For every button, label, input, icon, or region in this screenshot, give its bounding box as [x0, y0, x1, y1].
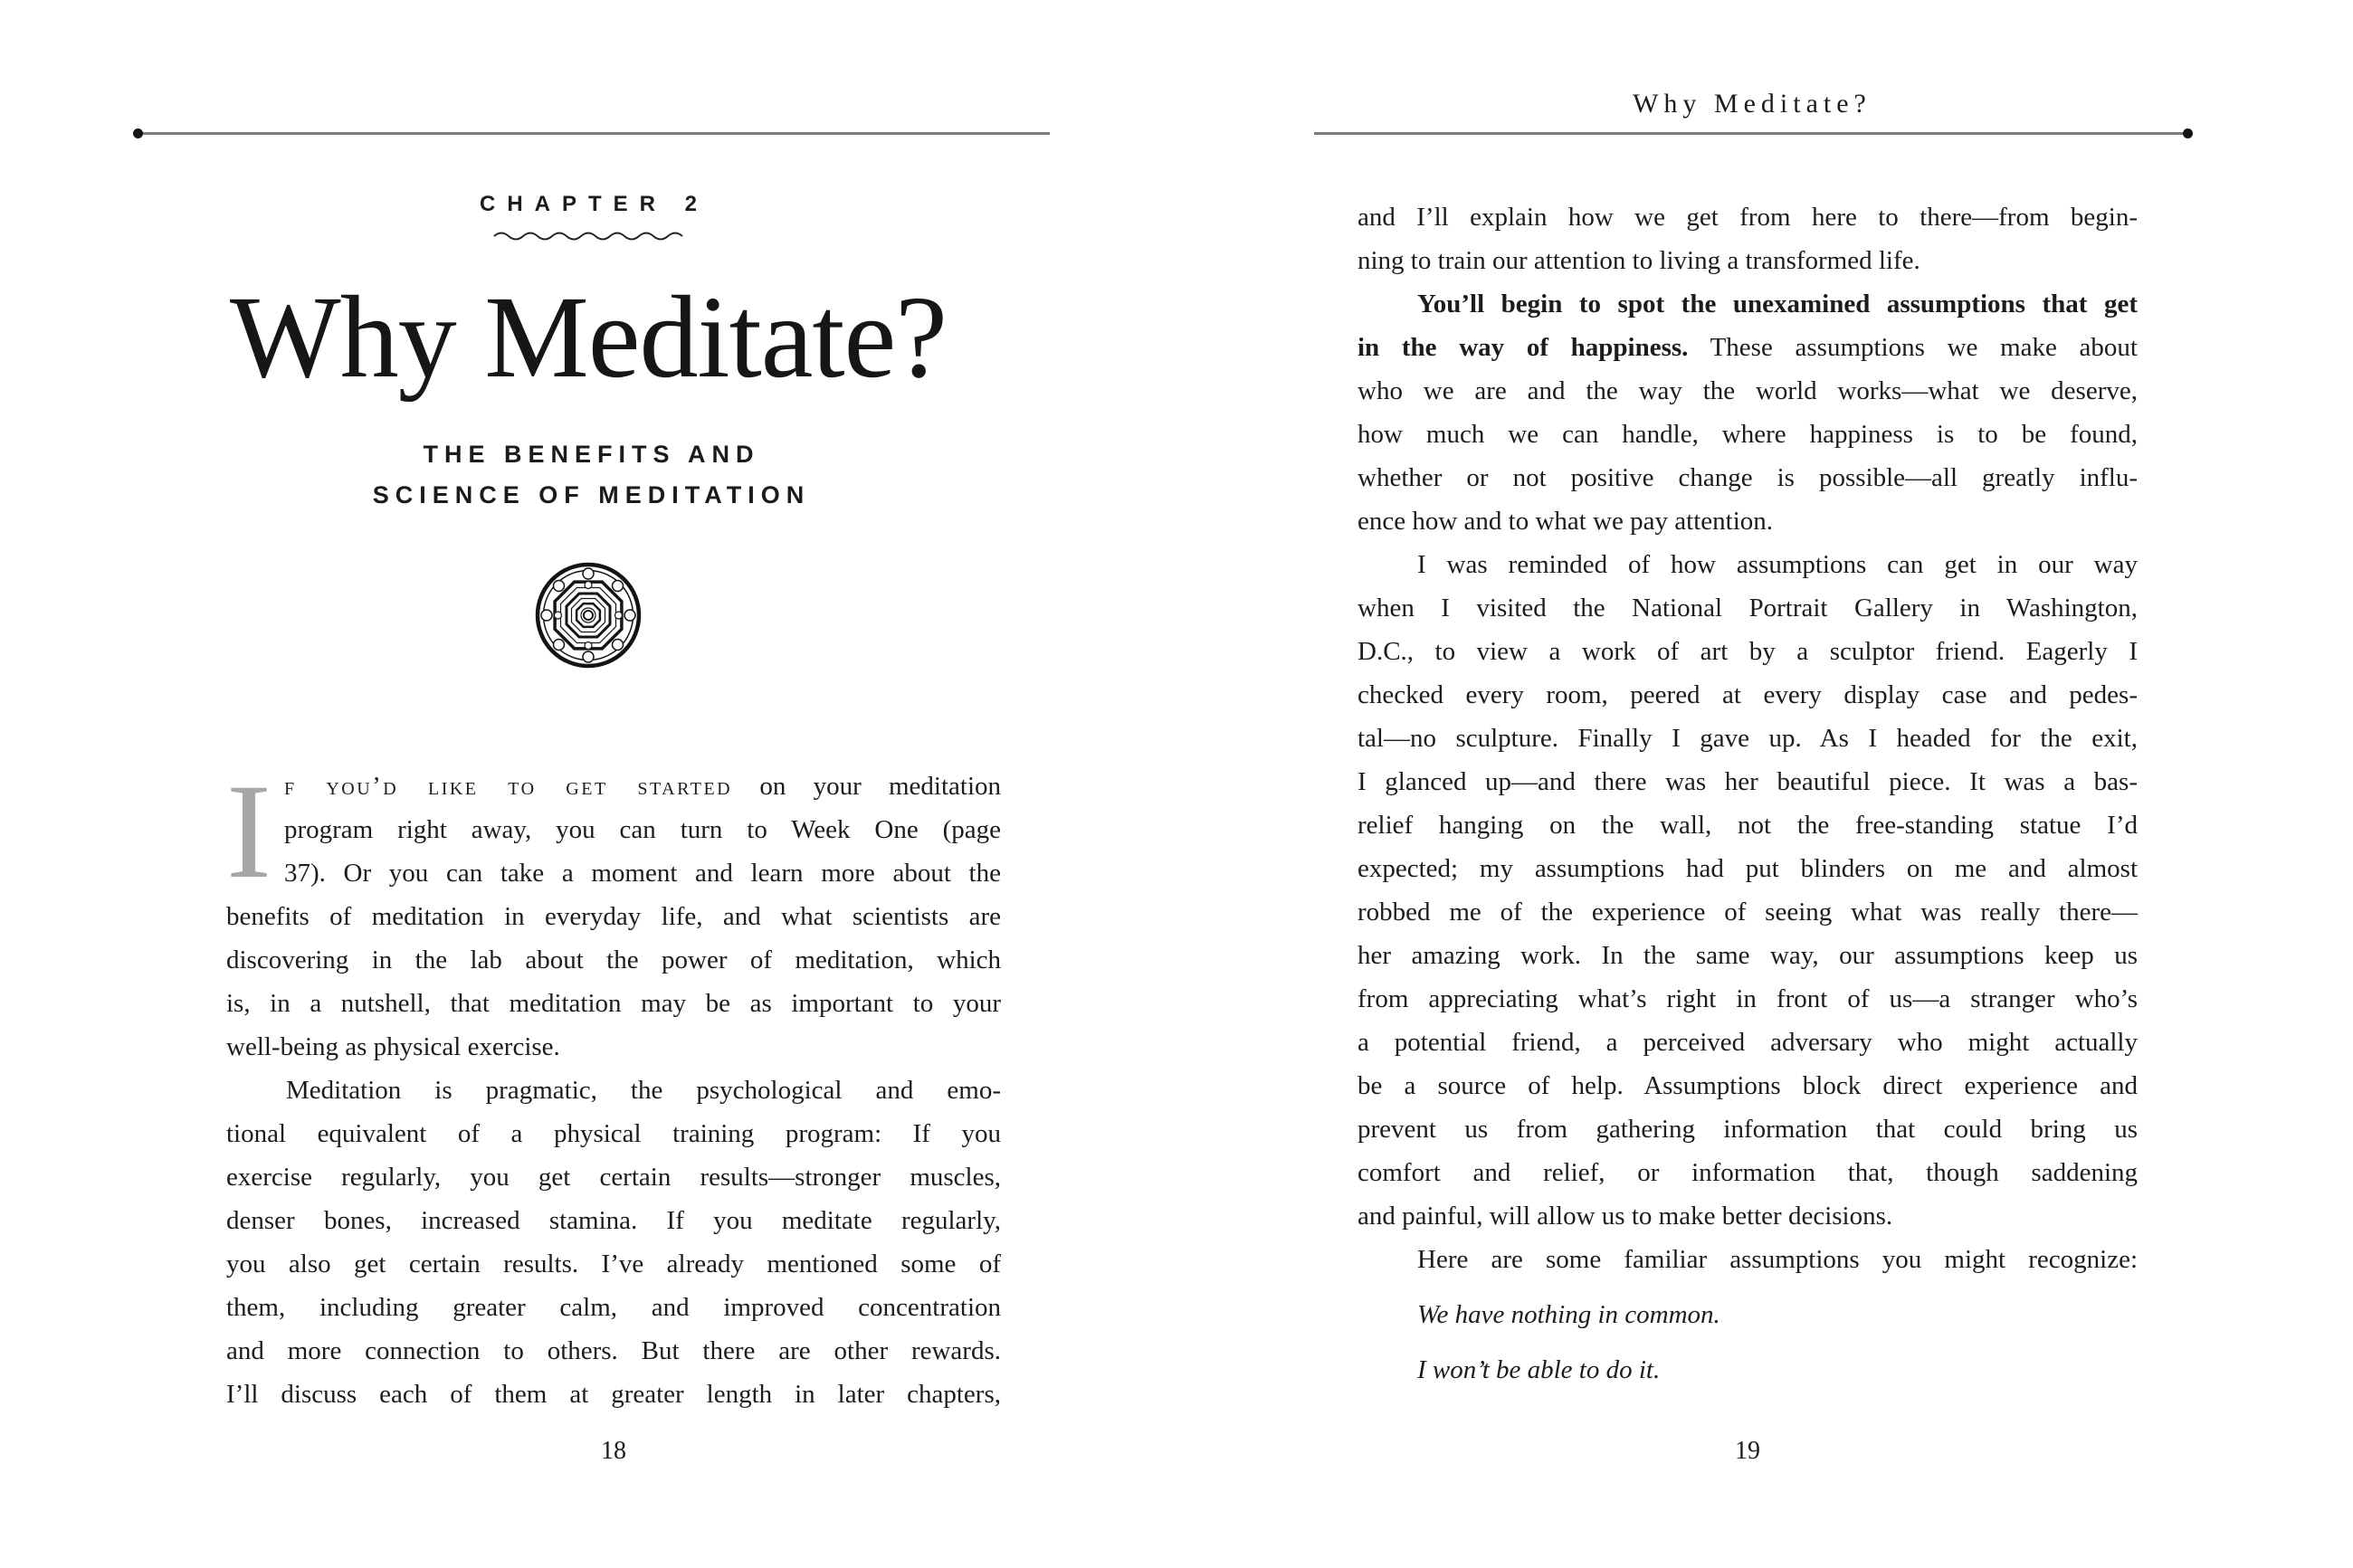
- chapter-subtitle: [0, 434, 1176, 516]
- text-line: tional equivalent of a physical training program: If you: [226, 1119, 1001, 1148]
- text-line: discovering in the lab about the power of meditation, which: [226, 946, 1001, 974]
- text-line: you also get certain results. I’ve already mentioned some of: [226, 1250, 1001, 1278]
- text-run: These assumptions we make about: [1688, 333, 2138, 362]
- right-page-body: [1358, 195, 2138, 1392]
- text-line: who we are and the way the world works—what we deserve,: [1358, 376, 2138, 405]
- rule-end-dot: [2183, 128, 2193, 138]
- text-line: tal—no sculpture. Finally I gave up. As I headed for the exit,: [1358, 724, 2138, 753]
- text-line: benefits of meditation in everyday life, and what scientists are: [226, 902, 1001, 931]
- text-line: ence how and to what we pay attention.: [1358, 507, 1774, 536]
- small-caps-run: f you’d like to get started: [283, 772, 733, 801]
- text-run: on your meditation: [732, 772, 1002, 801]
- text-line: denser bones, increased stamina. If you meditate regularly,: [226, 1206, 1001, 1235]
- text-line: Here are some familiar assumptions you might recognize:: [1417, 1245, 2138, 1274]
- text-line: how much we can handle, where happiness is to be found,: [1358, 420, 2138, 449]
- left-page-rule: [136, 132, 1050, 135]
- text-line: ning to train our attention to living a transformed life.: [1358, 246, 1920, 275]
- text-line: You’ll begin to spot the unexamined assumptions that get: [1417, 290, 2138, 318]
- squiggle-divider-icon: [492, 228, 684, 247]
- chapter-label: CHAPTER 2: [479, 192, 710, 216]
- text-line: a potential friend, a perceived adversary who might actually: [1358, 1028, 2138, 1057]
- text-line: and painful, will allow us to make better decisions.: [1358, 1202, 1893, 1231]
- page-number: 19: [1735, 1437, 1760, 1465]
- text-line: relief hanging on the wall, not the free-standing statue I’d: [1358, 811, 2138, 840]
- text-line: them, including greater calm, and improved concentration: [226, 1293, 1001, 1322]
- text-line: well-being as physical exercise.: [226, 1032, 560, 1061]
- text-line: be a source of help. Assumptions block direct experience and: [1358, 1071, 2138, 1100]
- text-line: comfort and relief, or information that, though saddening: [1358, 1158, 2138, 1187]
- text-line: program right away, you can turn to Week One (page: [283, 815, 1001, 844]
- text-line: prevent us from gathering information that could bring us: [1358, 1115, 2138, 1144]
- assumption-item: We have nothing in common.: [1417, 1300, 1720, 1329]
- left-page: [0, 0, 1176, 1568]
- text-line: and I’ll explain how we get from here to there—from begin-: [1358, 203, 2138, 232]
- text-line: D.C., to view a work of art by a sculptor friend. Eagerly I: [1358, 637, 2138, 666]
- right-page: [1176, 0, 2353, 1568]
- running-head: Why Meditate?: [1633, 89, 1872, 119]
- text-line: expected; my assumptions had put blinders on me and almost: [1358, 854, 2138, 883]
- text-line: and more connection to others. But there are other rewards.: [226, 1336, 1001, 1365]
- text-line: exercise regularly, you get certain results—stronger muscles,: [226, 1163, 1001, 1192]
- text-line: from appreciating what’s right in front of us—a stranger who’s: [1358, 984, 2138, 1013]
- left-page-body: [226, 756, 1002, 1416]
- text-line: I’ll discuss each of them at greater length in later chapters,: [226, 1380, 1001, 1409]
- text-line: her amazing work. In the same way, our assumptions keep us: [1358, 941, 2138, 970]
- bold-run: in the way of happiness.: [1358, 333, 1689, 362]
- chapter-title: Why Meditate?: [230, 272, 947, 403]
- chapter-ornament-medallion-icon: [532, 559, 644, 671]
- right-page-rule: [1314, 132, 2190, 135]
- text-line: when I visited the National Portrait Gallery in Washington,: [1358, 594, 2138, 622]
- rule-end-dot: [133, 128, 143, 138]
- text-line: whether or not positive change is possible—all greatly influ-: [1358, 463, 2138, 492]
- text-line: I was reminded of how assumptions can get in our way: [1417, 550, 2138, 579]
- text-line: 37). Or you can take a moment and learn more about the: [283, 859, 1001, 888]
- text-line: Meditation is pragmatic, the psychological and emo-: [286, 1076, 1001, 1105]
- assumption-item: I won’t be able to do it.: [1417, 1355, 1661, 1384]
- drop-cap: I: [226, 756, 272, 907]
- chapter-subtitle-line: SCIENCE OF MEDITATION: [372, 481, 811, 508]
- text-line: robbed me of the experience of seeing what was really there—: [1358, 898, 2138, 927]
- text-line: is, in a nutshell, that meditation may be as important to your: [226, 989, 1001, 1018]
- text-line: checked every room, peered at every display case and pedes-: [1358, 680, 2138, 709]
- text-line: [1358, 326, 2138, 369]
- text-line: [226, 765, 1001, 808]
- page-number: 18: [601, 1437, 626, 1465]
- text-line: I glanced up—and there was her beautiful piece. It was a bas-: [1358, 767, 2138, 796]
- chapter-subtitle-line: THE BENEFITS AND: [423, 441, 760, 468]
